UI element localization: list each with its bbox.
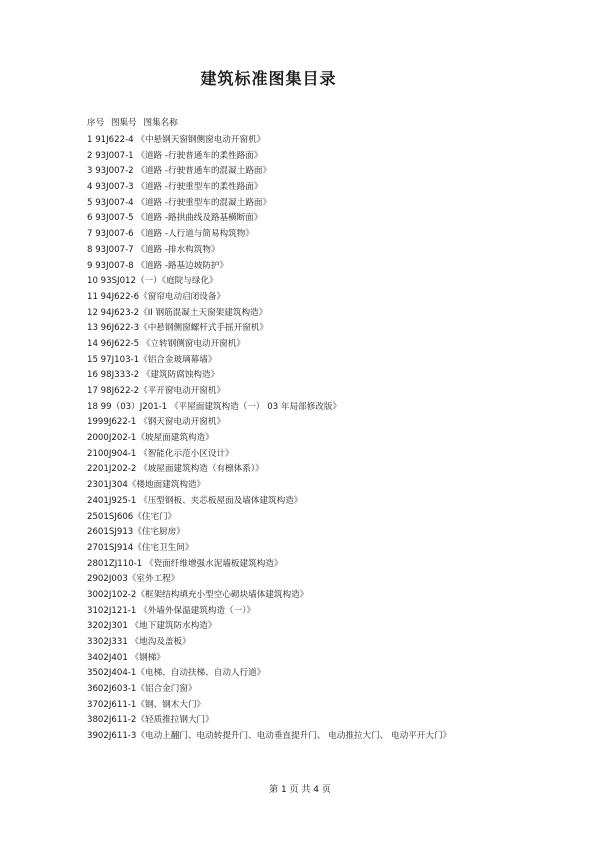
catalog-entry: 4 93J007-3 《道路 -行驶重型车的柔性路面》: [87, 182, 263, 193]
catalog-entry: 3002J102-2《框架结构填充小型空心砌块墙体建筑构造》: [87, 589, 309, 600]
catalog-entry: 3 93J007-2 《道路 -行驶普通车的混凝土路面》: [87, 166, 272, 177]
catalog-entry: 13 96J622-3《中悬钢侧窗螺杆式手摇开窗机》: [87, 323, 269, 334]
catalog-entry: 3702J611-1《钢、钢木大门》: [87, 699, 206, 710]
header-code: 图集号: [110, 118, 137, 128]
page-title: 建筑标准图集目录: [200, 69, 337, 88]
catalog-entry: 3202J301 《地下建筑防水构造》: [87, 621, 217, 632]
catalog-rows: [87, 133, 587, 745]
catalog-entry: 1999J622-1 《钢天窗电动开窗机》: [87, 417, 226, 428]
catalog-entry: 3602J603-1《铝合金门窗》: [87, 684, 197, 695]
catalog-entry: 9 93J007-8 《道路 -路基边坡防护》: [87, 260, 229, 271]
catalog-entry: 2902J003《室外工程》: [87, 574, 180, 585]
catalog-entry: 2801ZJ110-1 《瓷面纤维增强水泥墙板建筑构造》: [87, 558, 283, 569]
list-header: [87, 116, 587, 130]
catalog-entry: 15 97J103-1《铝合金玻璃幕墙》: [87, 354, 217, 365]
page-number: 第 1 页 共 4 页: [269, 785, 331, 795]
catalog-entry: 11 94J622-6《窗帘电动启闭设备》: [87, 291, 226, 302]
catalog-entry: 2301J304《楼地面建筑构造》: [87, 480, 206, 491]
catalog-entry: 2 93J007-1 《道路 -行驶普通车的柔性路面》: [87, 150, 263, 161]
catalog-entry: 3802J611-2《轻质推拉钢大门》: [87, 715, 214, 726]
catalog-entry: 7 93J007-6 《道路 -人行道与简易构筑物》: [87, 229, 254, 240]
catalog-entry: 10 93SJ012（一）《庭院与绿化》: [87, 276, 218, 287]
catalog-entry: 3502J404-1《电梯、自动扶梯、自动人行道》: [87, 668, 266, 679]
catalog-entry: 18 99（03）J201-1 《平屋面建筑构造（一） 03 年局部修改版》: [87, 401, 342, 412]
catalog-entry: 3402J401 《钢梯》: [87, 652, 165, 663]
catalog-entry: 12 94J623-2《II 钢筋混凝土天窗架建筑构造》: [87, 307, 268, 318]
catalog-entry: 8 93J007-7 《道路 -排水构筑物》: [87, 244, 220, 255]
header-name: 图集名称: [143, 118, 178, 128]
catalog-entry: 6 93J007-5 《道路 -路拱曲线及路基横断面》: [87, 213, 263, 224]
catalog-entry: 1 91J622-4 《中悬钢天窗钢侧窗电动开窗机》: [87, 135, 266, 145]
catalog-entry: 2201J202-2 《坡屋面建筑构造（有檩体系）》: [87, 464, 264, 475]
catalog-entry: 16 98J333-2 《建筑防腐蚀构造》: [87, 370, 220, 381]
catalog-entry: 3302J331 《地沟及盖板》: [87, 637, 191, 647]
catalog-entry: 2000J202-1《坡屋面建筑构造》: [87, 433, 214, 444]
catalog-entry: 2401J925-1 《压型钢板、夹芯板屋面及墙体建筑构造》: [87, 495, 303, 506]
catalog-entry: 14 96J622-5 《立转钢侧窗电动开窗机》: [87, 338, 245, 349]
catalog-entry: 2100J904-1 《智能化示范小区设计》: [87, 448, 234, 459]
catalog-entry: 2501SJ606《住宅门》: [87, 511, 177, 522]
catalog-entry: 17 98J622-2《平开窗电动开窗机》: [87, 386, 226, 396]
catalog-entry: 3902J611-3《电动上翻门、电动转提升门、电动垂直提升门、 电动推拉大门、 电动平开大门》: [87, 731, 452, 742]
catalog-entry: 5 93J007-4 《道路 -行驶重型车的混凝土路面》: [87, 197, 272, 208]
catalog-entry: 2601SJ913《住宅厨房》: [87, 527, 185, 538]
catalog-entry: 3102J121-1 《外墙外保温建筑构造（一）》: [87, 605, 256, 616]
header-seq: 序号: [87, 118, 105, 128]
catalog-entry: 2701SJ914《住宅卫生间》: [87, 542, 194, 553]
catalog-list: [87, 116, 587, 745]
